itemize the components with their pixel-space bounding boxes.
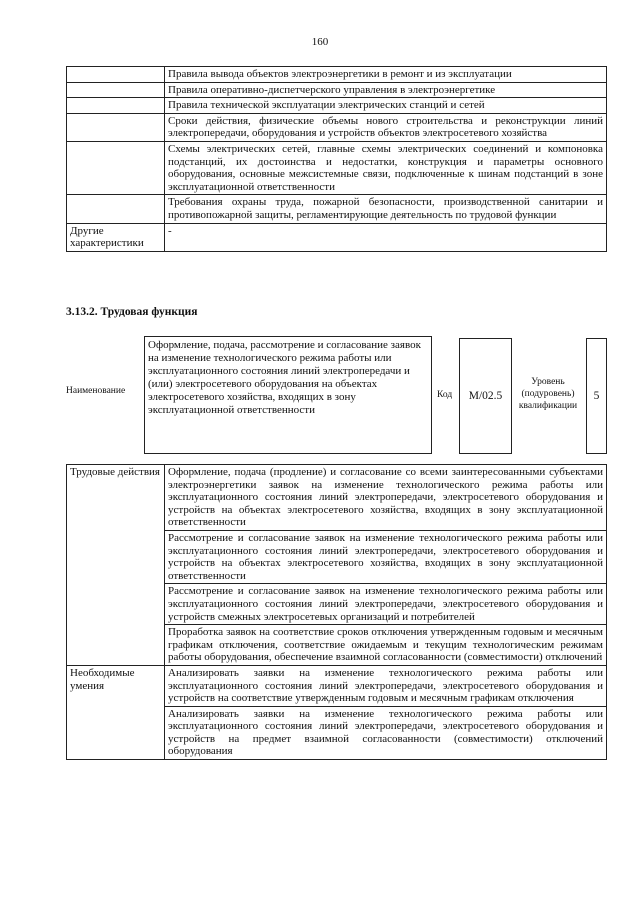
table-cell: Оформление, подача (продление) и согласование со всеми заинтересованными субъектами электроэнергетики заявок на изменение технологического режима работы или эксплуатационного состояния линий электропередачи, электросетевого оборудования и устройств на объектах электросетевого хозяйства, входящих в зону эксплуатационной ответственности — [165, 465, 607, 531]
table-cell: Проработка заявок на соответствие сроков отключения утвержденным годовым и месячным графикам отключения, соответствие ожидаемым и текущим технологическим режимам работы оборудования, обеспечение взаимной согласованности (совместимости) отключений — [165, 625, 607, 666]
table-row — [67, 67, 607, 83]
qualification-level-value: 5 — [586, 338, 607, 454]
table-row — [67, 465, 607, 531]
table-cell: Сроки действия, физические объемы нового строительства и реконструкции линий электропередачи, оборудования и устройств объектов электросетевого хозяйства — [165, 113, 607, 141]
table-row — [67, 141, 607, 194]
table-cell: Правила оперативно-диспетчерского управления в электроэнергетике — [165, 82, 607, 98]
knowledge-table — [66, 66, 607, 252]
table-cell: Правила вывода объектов электроэнергетики в ремонт и из эксплуатации — [165, 67, 607, 83]
table-cell: Анализировать заявки на изменение технологического режима работы или эксплуатационного состояния линий электропередачи, электросетевого оборудования и устройств на соответствие утвержденным годовым и месячным графикам отключения — [165, 665, 607, 706]
table-row — [67, 113, 607, 141]
function-name-value: Оформление, подача, рассмотрение и согласование заявок на изменение технологического режима работы или эксплуатационного состояния линий электропередачи и (или) электросетевого оборудования на объектах электросетевого хозяйства, входящих в зону эксплуатационной ответственности — [144, 336, 432, 454]
table-cell: Схемы электрических сетей, главные схемы электрических соединений и компоновка подстанций, их достоинства и недостатки, конструкция и параметры основного оборудования, основные межсистемные связи, подключенные к шинам подстанций в зоне эксплуатационной ответственности — [165, 141, 607, 194]
row-label-empty — [67, 195, 165, 223]
table-cell: - — [165, 223, 607, 251]
table-row — [67, 98, 607, 114]
qualification-level-label: Уровень (подуровень) квалификации — [518, 377, 578, 411]
row-label-empty — [67, 141, 165, 194]
table-cell: Требования охраны труда, пожарной безопасности, производственной санитарии и противопожарной защиты, регламентирующие деятельность по трудовой функции — [165, 195, 607, 223]
row-label-empty — [67, 113, 165, 141]
function-details-table — [66, 464, 607, 760]
row-label-empty — [67, 82, 165, 98]
table-row — [67, 665, 607, 706]
row-label-other-characteristics: Другие характеристики — [67, 223, 165, 251]
table-row — [67, 82, 607, 98]
table-row — [67, 223, 607, 251]
table-cell: Анализировать заявки на изменение технологического режима работы или эксплуатационного состояния линий электропередачи, электросетевого оборудования и устройств на предмет взаимной согласованности (совместимости) отключений оборудования — [165, 706, 607, 759]
name-label: Наименование — [66, 386, 126, 396]
group-label-labor-actions: Трудовые действия — [67, 465, 165, 666]
row-label-empty — [67, 67, 165, 83]
table-cell: Рассмотрение и согласование заявок на изменение технологического режима работы или эксплуатационного состояния линий электропередачи, электросетевого оборудования и устройств смежных электросетевых организаций и потребителей — [165, 584, 607, 625]
page-number: 160 — [311, 36, 329, 48]
row-label-empty — [67, 98, 165, 114]
code-value: М/02.5 — [459, 338, 512, 454]
table-cell: Рассмотрение и согласование заявок на изменение технологического режима работы или эксплуатационного состояния линий электропередачи, электросетевого оборудования и устройств на объектах электросетевого хозяйства, входящих в зону эксплуатационной ответственности — [165, 530, 607, 583]
group-label-required-skills: Необходимые умения — [67, 665, 165, 759]
table-cell: Правила технической эксплуатации электрических станций и сетей — [165, 98, 607, 114]
code-label: Код — [437, 390, 453, 400]
section-title: 3.13.2. Трудовая функция — [66, 306, 198, 318]
table-row — [67, 195, 607, 223]
